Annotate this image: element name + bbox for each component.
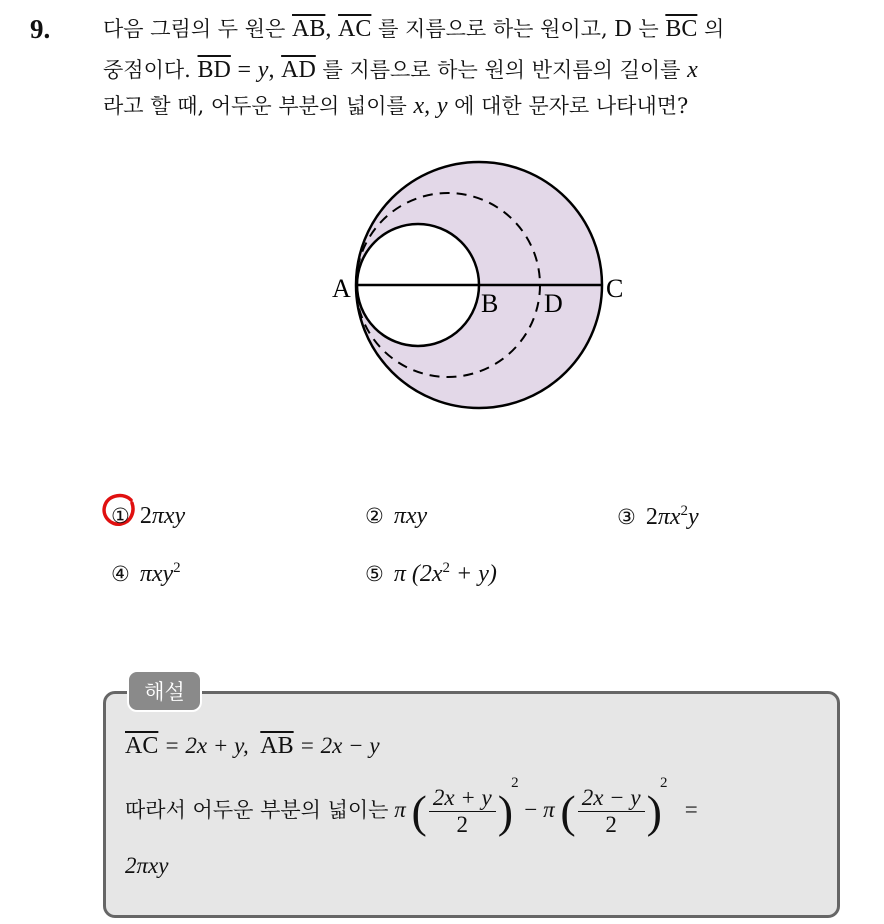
segment-ab: $\overline{AB}$ xyxy=(260,733,294,759)
fraction xyxy=(578,785,645,838)
coefficient: 2 xyxy=(139,503,152,529)
left-paren: ( xyxy=(411,786,427,838)
choice-expression xyxy=(140,560,181,588)
choice-3[interactable] xyxy=(617,503,699,531)
label-d: D xyxy=(544,289,563,318)
term: π (2x xyxy=(393,561,443,587)
right-paren: ) xyxy=(646,786,662,838)
choice-marker: ④ xyxy=(111,562,130,586)
point-d-text: D xyxy=(614,16,632,42)
solution-line-2 xyxy=(125,775,698,838)
comma: , xyxy=(268,57,275,83)
term: πx xyxy=(657,504,681,530)
question-text: 를 지름으로 하는 원이고, xyxy=(378,17,608,41)
choice-marker: ② xyxy=(365,504,384,528)
pi-symbol: π xyxy=(543,797,555,822)
equation: = 2x + y, xyxy=(164,733,249,758)
exponent: 2 xyxy=(659,775,668,791)
variable-x: x, xyxy=(413,93,431,119)
minus-sign: − xyxy=(524,797,538,822)
choice-marker: ① xyxy=(111,504,130,528)
comma: , xyxy=(325,16,332,42)
left-paren: ( xyxy=(560,786,576,838)
choice-expression: πxy xyxy=(393,503,428,529)
question-text: 라고 할 때, 어두운 부분의 넓이를 xyxy=(103,94,407,118)
segment-ac: $\overline{AC}$ xyxy=(338,16,372,42)
denominator: 2 xyxy=(456,812,469,838)
solution-line-1 xyxy=(125,733,380,760)
solution-line-3 xyxy=(125,853,168,879)
label-c: C xyxy=(606,274,624,303)
equation: = 2x − y xyxy=(299,733,380,758)
question-line-2 xyxy=(103,55,698,85)
question-text: 는 xyxy=(638,17,659,41)
term: y xyxy=(688,504,699,530)
choice-expression xyxy=(394,560,497,588)
question-text: 다음 그림의 두 원은 xyxy=(103,17,286,41)
term: + y) xyxy=(450,561,497,587)
segment-bc: $\overline{BC}$ xyxy=(665,16,698,42)
choice-marker: ③ xyxy=(617,505,636,529)
variable-x: x xyxy=(687,57,698,83)
solution-answer: 2πxy xyxy=(125,853,169,878)
numerator: 2x − y xyxy=(578,785,645,812)
question-line-1 xyxy=(103,14,724,44)
exponent: 2 xyxy=(173,560,181,576)
segment-ac: $\overline{AC}$ xyxy=(125,733,159,759)
choice-5[interactable] xyxy=(365,560,497,588)
label-b: B xyxy=(481,289,499,318)
question-text: 를 지름으로 하는 원의 반지름의 길이를 xyxy=(322,58,681,82)
coefficient: 2 xyxy=(645,504,658,530)
right-paren: ) xyxy=(497,786,514,838)
choice-expression xyxy=(646,503,699,531)
question-text: 중점이다. xyxy=(103,58,191,82)
equals-sign: = xyxy=(237,57,252,83)
term: πxy xyxy=(151,503,186,529)
solution-text: 따라서 어두운 부분의 넓이는 xyxy=(125,798,389,822)
numerator: 2x + y xyxy=(429,785,496,812)
exponent: 2 xyxy=(511,775,519,791)
question-text: 에 대한 문자로 나타내면? xyxy=(454,94,689,118)
solution-tag: 해설 xyxy=(127,670,202,712)
choice-1[interactable] xyxy=(111,503,185,530)
choice-4[interactable] xyxy=(111,560,181,588)
label-a: A xyxy=(332,274,351,303)
choice-2[interactable] xyxy=(365,503,427,530)
segment-ad: $\overline{AD}$ xyxy=(281,57,316,83)
segment-bd: $\overline{BD}$ xyxy=(197,57,231,83)
question-text: 의 xyxy=(704,17,725,41)
denominator: 2 xyxy=(605,812,617,838)
choice-expression xyxy=(140,503,185,530)
variable-y: y xyxy=(436,93,448,119)
exponent: 2 xyxy=(680,503,689,519)
question-line-3 xyxy=(103,91,688,121)
circle-figure xyxy=(320,160,624,420)
equals-sign: = xyxy=(684,797,698,822)
choice-marker: ⑤ xyxy=(365,562,384,586)
exponent: 2 xyxy=(442,560,450,576)
fraction xyxy=(429,785,496,838)
segment-ab: $\overline{AB}$ xyxy=(292,16,326,42)
variable-y: y xyxy=(257,57,269,83)
pi-symbol: π xyxy=(394,797,406,822)
question-number: 9. xyxy=(30,14,51,44)
term: πxy xyxy=(139,561,174,587)
